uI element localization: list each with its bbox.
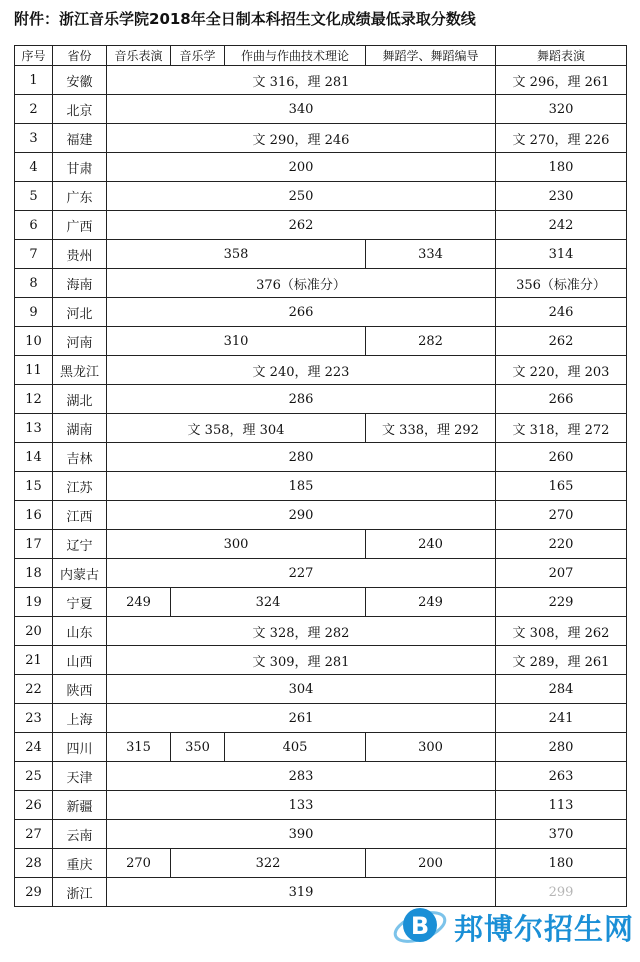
svg-text:B: B <box>410 912 430 940</box>
row-number-cell: 5 <box>15 182 53 211</box>
score-cell: 250 <box>107 182 496 211</box>
row-number-cell: 1 <box>15 66 53 95</box>
row-number-cell: 10 <box>15 327 53 356</box>
score-cell: 286 <box>107 385 496 414</box>
table-row <box>15 414 627 443</box>
province-cell: 广西 <box>53 211 107 240</box>
score-cell: 322 <box>171 849 366 878</box>
score-cell: 文 316，理 281 <box>107 66 496 95</box>
score-cell: 390 <box>107 820 496 849</box>
score-cell: 200 <box>366 849 496 878</box>
row-number-cell: 9 <box>15 298 53 327</box>
score-cell: 405 <box>225 733 366 762</box>
header-cell: 音乐表演 <box>107 46 171 66</box>
row-number-cell: 11 <box>15 356 53 385</box>
score-cell: 280 <box>496 733 627 762</box>
province-cell: 江西 <box>53 501 107 530</box>
score-cell: 文 290，理 246 <box>107 124 496 153</box>
score-cell: 290 <box>107 501 496 530</box>
score-cell: 266 <box>496 385 627 414</box>
score-cell: 242 <box>496 211 627 240</box>
header-cell: 省份 <box>53 46 107 66</box>
score-cell: 376（标准分） <box>107 269 496 298</box>
watermark-b-icon <box>392 897 448 953</box>
score-cell: 220 <box>496 530 627 559</box>
score-cell: 262 <box>107 211 496 240</box>
table-row <box>15 95 627 124</box>
watermark-logo <box>392 897 635 947</box>
score-cell: 230 <box>496 182 627 211</box>
province-cell: 海南 <box>53 269 107 298</box>
province-cell: 吉林 <box>53 443 107 472</box>
row-number-cell: 12 <box>15 385 53 414</box>
table-row <box>15 240 627 269</box>
table-row <box>15 501 627 530</box>
score-cell: 284 <box>496 675 627 704</box>
score-cell: 260 <box>496 443 627 472</box>
score-cell: 300 <box>107 530 366 559</box>
table-row <box>15 733 627 762</box>
province-cell: 浙江 <box>53 878 107 907</box>
province-cell: 云南 <box>53 820 107 849</box>
score-cell: 240 <box>366 530 496 559</box>
score-cell: 133 <box>107 791 496 820</box>
row-number-cell: 8 <box>15 269 53 298</box>
score-cell: 300 <box>366 733 496 762</box>
province-cell: 陕西 <box>53 675 107 704</box>
score-cell: 350 <box>171 733 225 762</box>
score-cell: 200 <box>107 153 496 182</box>
score-cell: 304 <box>107 675 496 704</box>
province-cell: 湖南 <box>53 414 107 443</box>
province-cell: 甘肃 <box>53 153 107 182</box>
score-cell: 227 <box>107 559 496 588</box>
score-cell: 280 <box>107 443 496 472</box>
score-cell: 113 <box>496 791 627 820</box>
row-number-cell: 17 <box>15 530 53 559</box>
row-number-cell: 26 <box>15 791 53 820</box>
province-cell: 河南 <box>53 327 107 356</box>
province-cell: 四川 <box>53 733 107 762</box>
score-cell: 319 <box>107 878 496 907</box>
province-cell: 广东 <box>53 182 107 211</box>
row-number-cell: 22 <box>15 675 53 704</box>
score-cell: 282 <box>366 327 496 356</box>
score-cell: 299 <box>496 878 627 907</box>
province-cell: 河北 <box>53 298 107 327</box>
score-cell: 358 <box>107 240 366 269</box>
table-row <box>15 269 627 298</box>
score-cell: 文 240，理 223 <box>107 356 496 385</box>
row-number-cell: 15 <box>15 472 53 501</box>
score-cell: 185 <box>107 472 496 501</box>
table-row <box>15 124 627 153</box>
row-number-cell: 16 <box>15 501 53 530</box>
score-cell: 文 270，理 226 <box>496 124 627 153</box>
province-cell: 安徽 <box>53 66 107 95</box>
score-cell: 270 <box>496 501 627 530</box>
header-cell: 舞蹈表演 <box>496 46 627 66</box>
province-cell: 江苏 <box>53 472 107 501</box>
table-row <box>15 472 627 501</box>
score-cell: 文 328，理 282 <box>107 617 496 646</box>
table-row <box>15 559 627 588</box>
score-cell: 246 <box>496 298 627 327</box>
score-cell: 文 220，理 203 <box>496 356 627 385</box>
row-number-cell: 21 <box>15 646 53 675</box>
table-row <box>15 298 627 327</box>
table-body <box>15 66 627 907</box>
row-number-cell: 28 <box>15 849 53 878</box>
score-cell: 370 <box>496 820 627 849</box>
score-cell: 文 289，理 261 <box>496 646 627 675</box>
header-cell: 作曲与作曲技术理论 <box>225 46 366 66</box>
score-cell: 249 <box>107 588 171 617</box>
row-number-cell: 7 <box>15 240 53 269</box>
score-cell: 266 <box>107 298 496 327</box>
score-cell: 文 318，理 272 <box>496 414 627 443</box>
table-row <box>15 588 627 617</box>
province-cell: 天津 <box>53 762 107 791</box>
score-cell: 356（标准分） <box>496 269 627 298</box>
header-cell: 舞蹈学、舞蹈编导 <box>366 46 496 66</box>
score-cell: 263 <box>496 762 627 791</box>
score-cell: 文 358，理 304 <box>107 414 366 443</box>
row-number-cell: 20 <box>15 617 53 646</box>
province-cell: 山东 <box>53 617 107 646</box>
table-row <box>15 762 627 791</box>
row-number-cell: 24 <box>15 733 53 762</box>
score-cell: 文 309，理 281 <box>107 646 496 675</box>
table-row <box>15 704 627 733</box>
score-cell: 249 <box>366 588 496 617</box>
table-row <box>15 385 627 414</box>
score-cell: 340 <box>107 95 496 124</box>
score-table <box>14 45 627 907</box>
row-number-cell: 25 <box>15 762 53 791</box>
province-cell: 黑龙江 <box>53 356 107 385</box>
province-cell: 上海 <box>53 704 107 733</box>
score-cell: 320 <box>496 95 627 124</box>
table-row <box>15 791 627 820</box>
score-cell: 334 <box>366 240 496 269</box>
row-number-cell: 18 <box>15 559 53 588</box>
province-cell: 贵州 <box>53 240 107 269</box>
table-row <box>15 617 627 646</box>
score-cell: 262 <box>496 327 627 356</box>
score-cell: 241 <box>496 704 627 733</box>
province-cell: 福建 <box>53 124 107 153</box>
row-number-cell: 6 <box>15 211 53 240</box>
table-row <box>15 211 627 240</box>
score-cell: 314 <box>496 240 627 269</box>
score-cell: 310 <box>107 327 366 356</box>
province-cell: 湖北 <box>53 385 107 414</box>
row-number-cell: 29 <box>15 878 53 907</box>
province-cell: 宁夏 <box>53 588 107 617</box>
row-number-cell: 14 <box>15 443 53 472</box>
province-cell: 辽宁 <box>53 530 107 559</box>
row-number-cell: 19 <box>15 588 53 617</box>
score-cell: 324 <box>171 588 366 617</box>
row-number-cell: 4 <box>15 153 53 182</box>
header-cell: 序号 <box>15 46 53 66</box>
table-row <box>15 820 627 849</box>
row-number-cell: 23 <box>15 704 53 733</box>
header-cell: 音乐学 <box>171 46 225 66</box>
table-row <box>15 66 627 95</box>
score-cell: 165 <box>496 472 627 501</box>
score-cell: 270 <box>107 849 171 878</box>
table-row <box>15 327 627 356</box>
score-cell: 283 <box>107 762 496 791</box>
row-number-cell: 27 <box>15 820 53 849</box>
table-row <box>15 675 627 704</box>
table-row <box>15 443 627 472</box>
score-cell: 229 <box>496 588 627 617</box>
score-cell: 180 <box>496 153 627 182</box>
table-header-row <box>15 46 627 66</box>
page-title: 附件：浙江音乐学院2018年全日制本科招生文化成绩最低录取分数线 <box>14 10 476 28</box>
row-number-cell: 3 <box>15 124 53 153</box>
province-cell: 北京 <box>53 95 107 124</box>
score-cell: 261 <box>107 704 496 733</box>
score-cell: 180 <box>496 849 627 878</box>
score-cell: 文 338，理 292 <box>366 414 496 443</box>
score-cell: 207 <box>496 559 627 588</box>
table-row <box>15 153 627 182</box>
score-cell: 文 308，理 262 <box>496 617 627 646</box>
table-row <box>15 849 627 878</box>
watermark-text: 邦博尔招生网 <box>454 912 635 946</box>
province-cell: 山西 <box>53 646 107 675</box>
province-cell: 新疆 <box>53 791 107 820</box>
table-row <box>15 530 627 559</box>
table-row <box>15 182 627 211</box>
score-cell: 文 296，理 261 <box>496 66 627 95</box>
province-cell: 内蒙古 <box>53 559 107 588</box>
table-row <box>15 356 627 385</box>
row-number-cell: 13 <box>15 414 53 443</box>
table-row <box>15 646 627 675</box>
province-cell: 重庆 <box>53 849 107 878</box>
row-number-cell: 2 <box>15 95 53 124</box>
score-cell: 315 <box>107 733 171 762</box>
